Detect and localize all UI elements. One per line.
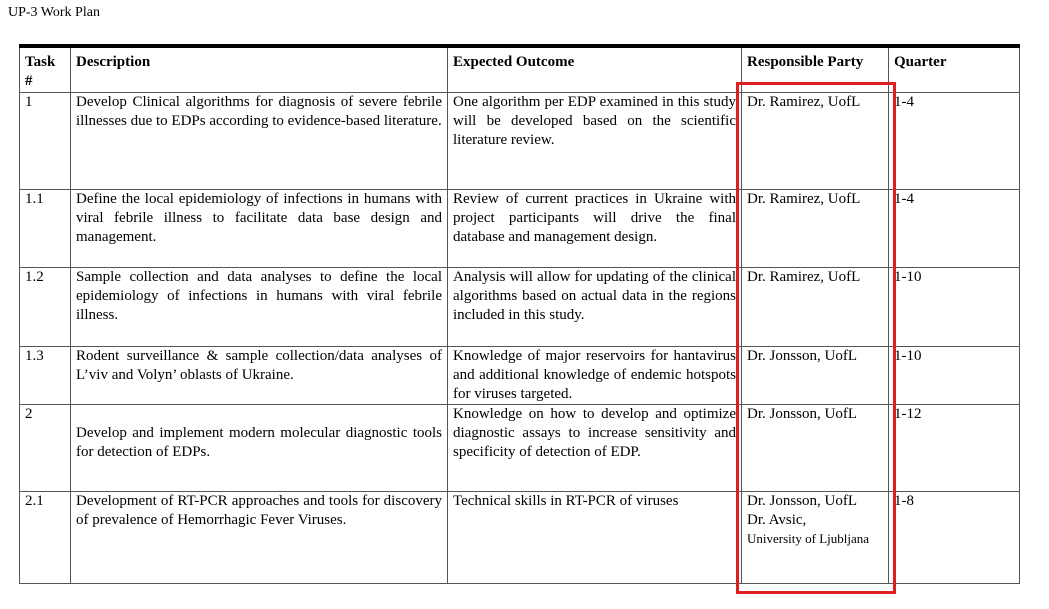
task-quarter: 1-8 <box>889 491 1020 583</box>
task-description: Develop Clinical algorithms for diagnosis of severe febrile illnesses due to EDPs according to evidence-based literature. <box>71 92 448 189</box>
task-outcome: Knowledge of major reservoirs for hantavirus and additional knowledge of endemic hotspots for viruses targeted. <box>448 346 742 404</box>
table-row <box>20 404 1020 491</box>
task-party: Dr. Ramirez, UofL <box>742 92 889 189</box>
work-plan-table <box>19 44 1020 584</box>
table-row <box>20 267 1020 346</box>
task-quarter: 1-4 <box>889 92 1020 189</box>
task-outcome: Knowledge on how to develop and optimize diagnostic assays to increase sensitivity and specificity of detection of EDP. <box>448 404 742 491</box>
task-description-text: Develop and implement modern molecular diagnostic tools for detection of EDPs. <box>76 424 442 460</box>
table-row <box>20 491 1020 583</box>
task-quarter: 1-10 <box>889 267 1020 346</box>
task-outcome: Review of current practices in Ukraine with project participants will drive the final database and management design. <box>448 189 742 267</box>
task-quarter: 1-10 <box>889 346 1020 404</box>
task-outcome: Analysis will allow for updating of the clinical algorithms based on actual data in the regions included in this study. <box>448 267 742 346</box>
task-number: 1 <box>20 92 71 189</box>
task-number: 2 <box>20 404 71 491</box>
party-line-2: Dr. Avsic, <box>747 511 807 528</box>
task-number: 1.3 <box>20 346 71 404</box>
task-description: Rodent surveillance & sample collection/data analyses of L’viv and Volyn’ oblasts of Ukraine. <box>71 346 448 404</box>
task-number: 1.1 <box>20 189 71 267</box>
task-description <box>71 404 448 491</box>
page-title: UP-3 Work Plan <box>8 5 100 20</box>
task-party: Dr. Jonsson, UofL <box>742 404 889 491</box>
header-expected-outcome: Expected Outcome <box>448 46 742 92</box>
task-number: 2.1 <box>20 491 71 583</box>
table-row <box>20 346 1020 404</box>
table-header-row <box>20 46 1020 92</box>
task-party: Dr. Ramirez, UofL <box>742 267 889 346</box>
header-quarter: Quarter <box>889 46 1020 92</box>
task-outcome: One algorithm per EDP examined in this study will be developed based on the scientific literature review. <box>448 92 742 189</box>
party-line-1: Dr. Jonsson, UofL <box>747 492 858 509</box>
task-party: Dr. Jonsson, UofL <box>742 346 889 404</box>
task-party: Dr. Ramirez, UofL <box>742 189 889 267</box>
task-number: 1.2 <box>20 267 71 346</box>
task-description: Development of RT-PCR approaches and tools for discovery of prevalence of Hemorrhagic Fever Viruses. <box>71 491 448 583</box>
party-affiliation: University of Ljubljana <box>747 530 870 546</box>
task-quarter: 1-12 <box>889 404 1020 491</box>
table-row <box>20 189 1020 267</box>
table-row <box>20 92 1020 189</box>
header-task: Task # <box>20 46 71 92</box>
task-quarter: 1-4 <box>889 189 1020 267</box>
header-description: Description <box>71 46 448 92</box>
task-party <box>742 491 889 583</box>
header-responsible-party: Responsible Party <box>742 46 889 92</box>
task-description: Define the local epidemiology of infections in humans with viral febrile illness to facilitate data base design and management. <box>71 189 448 267</box>
task-outcome: Technical skills in RT-PCR of viruses <box>448 491 742 583</box>
task-description: Sample collection and data analyses to define the local epidemiology of infections in humans with viral febrile illness. <box>71 267 448 346</box>
